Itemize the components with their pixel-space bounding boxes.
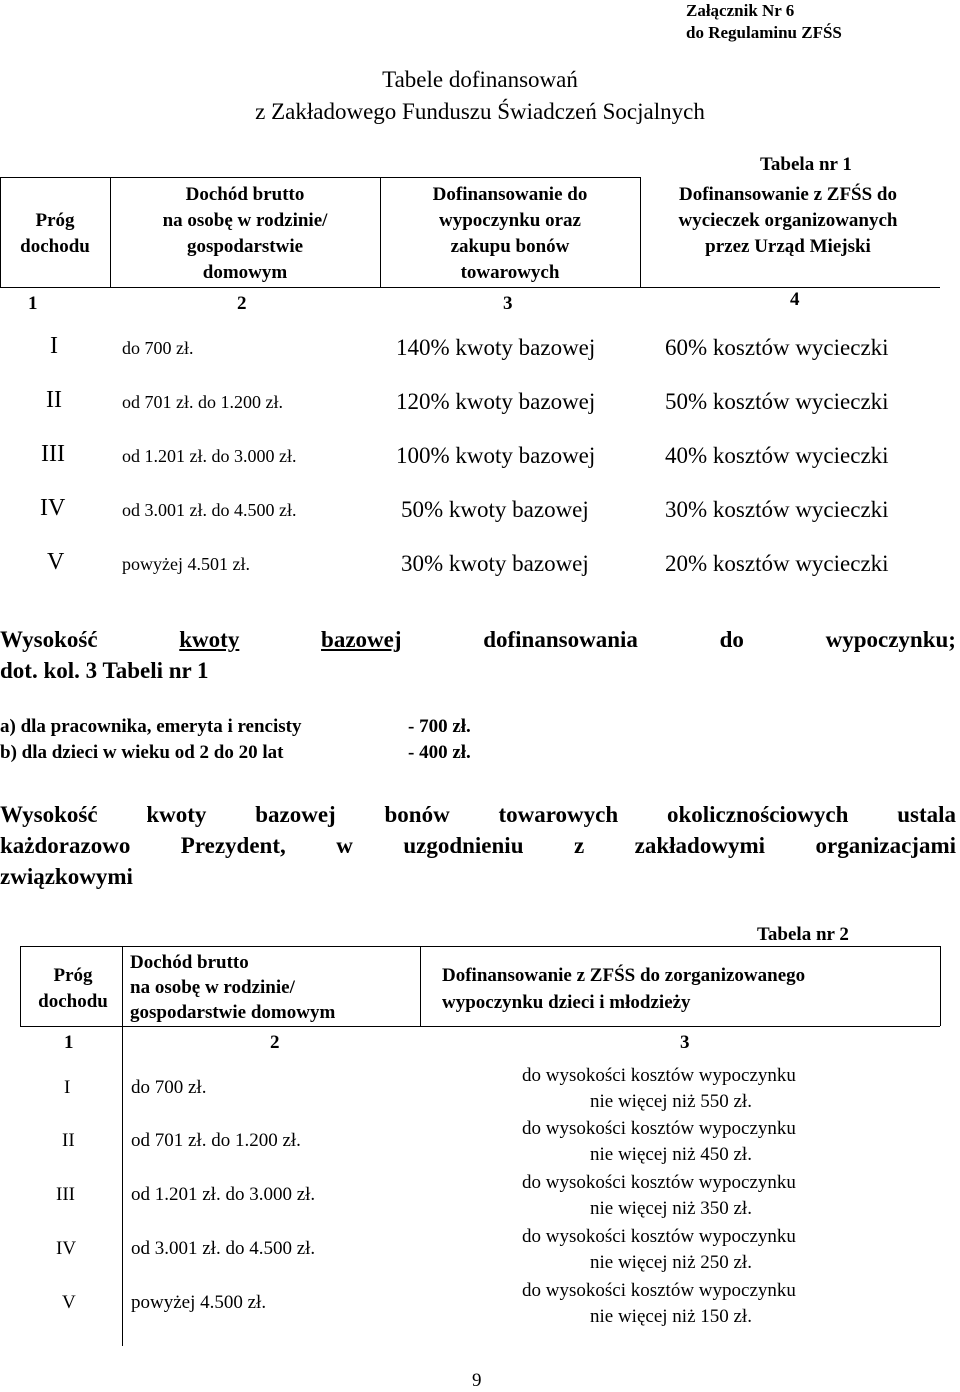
t2-row-5-line1: do wysokości kosztów wypoczynku: [522, 1280, 796, 1301]
t1-colnum-1: 1: [28, 293, 38, 314]
table1-label: Tabela nr 1: [760, 154, 852, 175]
t1-header-rest: Dofinansowanie do wypoczynku oraz zakupu bonów towarowych: [432, 184, 588, 283]
t1-header-threshold: Próg dochodu: [20, 210, 90, 257]
t2-row-2-line2: nie więcej niż 450 zł.: [590, 1144, 752, 1165]
t2-row-4-line1: do wysokości kosztów wypoczynku: [522, 1226, 796, 1247]
t1-row-2-level: II: [46, 387, 62, 413]
t1-row-4-trip: 30% kosztów wycieczki: [665, 497, 889, 522]
t2-row-2-income: od 701 zł. do 1.200 zł.: [131, 1130, 301, 1151]
t2-row-4-line2: nie więcej niż 250 zł.: [590, 1252, 752, 1273]
t1-header-trips: Dofinansowanie z ZFŚS do wycieczek organizowanych przez Urząd Miejski: [678, 184, 898, 257]
table2-label: Tabela nr 2: [757, 924, 849, 945]
t2-row-5-level: V: [62, 1292, 76, 1313]
t2-colnum-1: 1: [64, 1032, 74, 1053]
t1-row-4-income: od 3.001 zł. do 4.500 zł.: [122, 500, 297, 520]
t1-row-2-trip: 50% kosztów wycieczki: [665, 389, 889, 414]
base-item-b-value: - 400 zł.: [408, 742, 471, 763]
base-item-b-label: b) dla dzieci w wieku od 2 do 20 lat: [0, 742, 284, 763]
t1-row-3-rest: 100% kwoty bazowej: [396, 443, 596, 468]
t1-row-2-income: od 701 zł. do 1.200 zł.: [122, 392, 283, 412]
t2-row-1-line2: nie więcej niż 550 zł.: [590, 1091, 752, 1112]
t2-row-3-income: od 1.201 zł. do 3.000 zł.: [131, 1184, 316, 1205]
t1-row-5-trip: 20% kosztów wycieczki: [665, 551, 889, 576]
t1-row-1-income: do 700 zł.: [122, 338, 194, 358]
t1-header-income: Dochód brutto na osobę w rodzinie/ gospodarstwie domowym: [162, 184, 328, 283]
t1-row-5-rest: 30% kwoty bazowej: [401, 551, 589, 576]
t2-header-threshold: Próg dochodu: [38, 965, 108, 1012]
t2-row-3-line1: do wysokości kosztów wypoczynku: [522, 1172, 796, 1193]
annex-line-1: Załącznik Nr 6: [686, 1, 795, 20]
t1-row-1-level: I: [50, 333, 58, 359]
page-number: 9: [472, 1370, 482, 1391]
t1-row-2-rest: 120% kwoty bazowej: [396, 389, 596, 414]
t2-row-2-level: II: [62, 1130, 75, 1151]
t2-row-1-income: do 700 zł.: [131, 1077, 207, 1098]
t2-row-1-level: I: [64, 1077, 71, 1098]
t2-colnum-3: 3: [680, 1032, 690, 1053]
document-title-line-2: z Zakładowego Funduszu Świadczeń Socjalnych: [255, 99, 705, 124]
base-heading: Wysokość kwoty bazowej dofinansowania do wypoczynku; dot. kol. 3 Tabeli nr 1: [0, 627, 956, 683]
t1-colnum-2: 2: [237, 293, 247, 314]
t2-row-4-level: IV: [56, 1238, 77, 1259]
t2-header-income: Dochód brutto na osobę w rodzinie/ gospodarstwie domowym: [130, 952, 336, 1023]
t2-colnum-2: 2: [270, 1032, 280, 1053]
base-item-a-value: - 700 zł.: [408, 716, 471, 737]
t1-row-5-level: V: [47, 549, 65, 575]
t2-row-5-income: powyżej 4.500 zł.: [131, 1292, 267, 1313]
t1-row-3-trip: 40% kosztów wycieczki: [665, 443, 889, 468]
t1-row-1-rest: 140% kwoty bazowej: [396, 335, 596, 360]
vouchers-paragraph: Wysokość kwoty bazowej bonów towarowych okolicznościowych ustala każdorazowo Prezydent, w uzgodnieniu z zakładowymi organizacjami związkowymi: [0, 802, 956, 889]
t2-header-funding: Dofinansowanie z ZFŚS do zorganizowanego wypoczynku dzieci i młodzieży: [442, 965, 806, 1013]
annex-line-2: do Regulaminu ZFŚS: [686, 23, 842, 42]
document-title-line-1: Tabele dofinansowań: [382, 67, 578, 92]
t2-row-3-line2: nie więcej niż 350 zł.: [590, 1198, 752, 1219]
t2-row-3-level: III: [56, 1184, 75, 1205]
t2-row-4-income: od 3.001 zł. do 4.500 zł.: [131, 1238, 316, 1259]
t1-row-4-rest: 50% kwoty bazowej: [401, 497, 589, 522]
table1: [0, 0, 960, 600]
t1-row-3-level: III: [41, 441, 65, 467]
t1-colnum-4: 4: [790, 289, 800, 310]
t1-colnum-3: 3: [503, 293, 513, 314]
t1-row-5-income: powyżej 4.501 zł.: [122, 554, 250, 574]
t2-row-5-line2: nie więcej niż 150 zł.: [590, 1306, 752, 1327]
base-item-a-label: a) dla pracownika, emeryta i rencisty: [0, 716, 302, 737]
t1-row-3-income: od 1.201 zł. do 3.000 zł.: [122, 446, 297, 466]
t1-row-4-level: IV: [40, 495, 66, 521]
t2-row-2-line1: do wysokości kosztów wypoczynku: [522, 1118, 796, 1139]
t1-row-1-trip: 60% kosztów wycieczki: [665, 335, 889, 360]
t2-row-1-line1: do wysokości kosztów wypoczynku: [522, 1065, 796, 1086]
